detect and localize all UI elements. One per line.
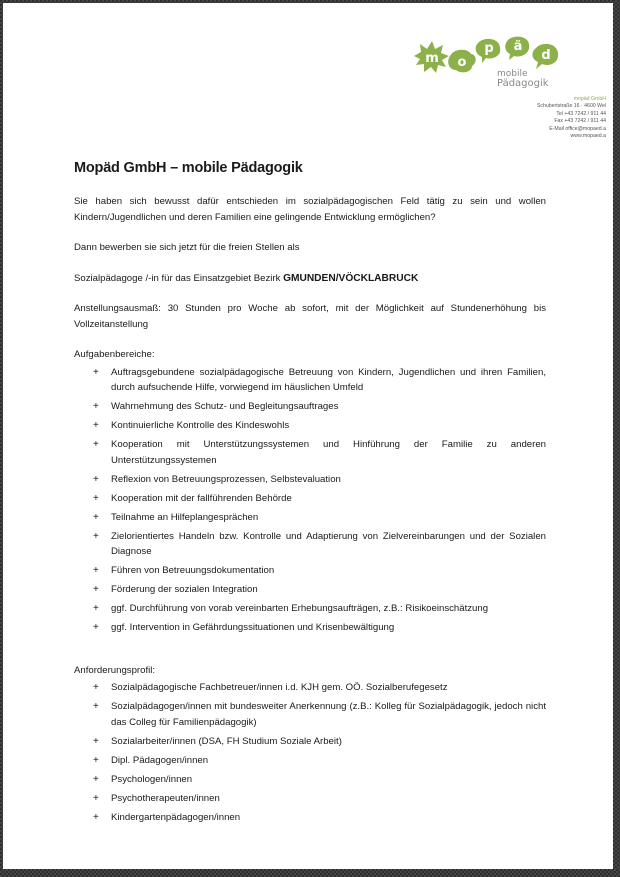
- list-item: [93, 437, 546, 468]
- list-item: [93, 529, 546, 560]
- intro-paragraph: Sie haben sich bewusst dafür entschieden im sozialpädagogischen Feld tätig zu sein und wollen Kindern/Jugendlichen und deren Familien eine gelingende Entwicklung ermöglichen?: [74, 196, 546, 223]
- list-item: [93, 734, 546, 750]
- list-item: [93, 753, 546, 769]
- list-item: [93, 772, 546, 788]
- list-item: [93, 699, 546, 730]
- list-item: [93, 810, 546, 826]
- list-item-text: Kindergartenpädagogen/innen: [111, 811, 241, 823]
- list-item-text: Kooperation mit Unterstützungssystemen und Hinführung der Familie zu anderen Unterstützungssystemen: [111, 439, 546, 466]
- list-item-text: Sozialpädagogische Fachbetreuer/innen i.d. KJH gem. OÖ. Sozialberufegesetz: [111, 682, 448, 693]
- list-item: [93, 491, 546, 507]
- logo-letter-o: o: [457, 55, 467, 70]
- plus-bullet-icon: +: [93, 473, 99, 485]
- plus-bullet-icon: +: [93, 773, 99, 785]
- logo-letter-p: p: [484, 41, 494, 56]
- list-item: [93, 365, 546, 396]
- document-body: [74, 160, 546, 829]
- list-item: [93, 399, 546, 415]
- list-item-text: Teilnahme an Hilfeplangesprächen: [111, 511, 259, 523]
- list-item-text: ggf. Durchführung von vorab vereinbarten Erhebungsaufträgen, z.B.: Risikoeinschätzung: [111, 603, 489, 614]
- list-item-text: Reflexion von Betreuungsprozessen, Selbstevaluation: [111, 473, 341, 485]
- list-item-text: Zielorientiertes Handeln bzw. Kontrolle und Adaptierung von Zielvereinbarungen und der Sozialen Diagnose: [111, 530, 546, 557]
- list-item-text: Psychotherapeuten/innen: [111, 792, 220, 804]
- address-block: [486, 96, 606, 140]
- plus-bullet-icon: +: [93, 530, 99, 542]
- list-item: [93, 680, 546, 696]
- list-item-text: Förderung der sozialen Integration: [111, 584, 258, 595]
- plus-bullet-icon: +: [93, 401, 99, 412]
- employment-paragraph: Anstellungsausmaß: 30 Stunden pro Woche ab sofort, mit der Möglichkeit auf Stundenerhöhung bis Vollzeitanstellung: [74, 303, 546, 330]
- logo-letter-ae: ä: [513, 39, 523, 54]
- address-fax: Fax +43 7242 / 911 44: [554, 118, 606, 125]
- mopaed-logo: [412, 36, 577, 96]
- address-email[interactable]: E-Mail office@mopaed.a: [549, 125, 606, 132]
- list-item-text: Psychologen/innen: [111, 773, 193, 785]
- address-company: mopäd GmbH: [573, 96, 606, 102]
- list-item: [93, 582, 546, 598]
- plus-bullet-icon: +: [93, 754, 99, 766]
- list-item: [93, 791, 546, 807]
- list-item: [93, 472, 546, 488]
- plus-bullet-icon: +: [93, 682, 99, 693]
- frame-bottom: [0, 869, 620, 877]
- list-item-text: Kooperation mit der fallführenden Behörde: [111, 492, 292, 504]
- list-item-text: ggf. Intervention in Gefährdungssituationen und Krisenbewältigung: [111, 622, 395, 633]
- list-item: [93, 563, 546, 579]
- plus-bullet-icon: +: [93, 511, 99, 523]
- logo-graphic: [412, 36, 577, 96]
- list-item-text: Dipl. Pädagogen/innen: [111, 754, 209, 766]
- plus-bullet-icon: +: [93, 603, 99, 614]
- plus-bullet-icon: +: [93, 492, 99, 504]
- tagline-paedagogik: Pädagogik: [497, 78, 549, 89]
- tasks-heading: Aufgabenbereiche:: [74, 349, 155, 360]
- position-line: [74, 271, 546, 287]
- list-item: [93, 510, 546, 526]
- list-item: [93, 620, 546, 636]
- document-title: Mopäd GmbH – mobile Pädagogik: [74, 160, 303, 176]
- logo-letter-m: m: [425, 51, 439, 66]
- tagline-mobile: mobile: [497, 69, 528, 79]
- plus-bullet-icon: +: [93, 439, 99, 450]
- logo-letter-d: d: [541, 48, 551, 63]
- address-street: Schubertstraße 16 · 4600 Wel: [536, 103, 606, 110]
- plus-bullet-icon: +: [93, 811, 99, 823]
- position-prefix: Sozialpädagoge /-in für das Einsatzgebiet Bezirk: [74, 272, 284, 284]
- logo-tagline: [497, 69, 549, 89]
- apply-line: Dann bewerben sie sich jetzt für die freien Stellen als: [74, 242, 300, 253]
- plus-bullet-icon: +: [93, 701, 99, 712]
- list-item: [93, 418, 546, 434]
- plus-bullet-icon: +: [93, 622, 99, 633]
- frame-left: [0, 0, 3, 877]
- list-item-text: Kontinuierliche Kontrolle des Kindeswohls: [111, 420, 290, 431]
- list-item-text: Sozialarbeiter/innen (DSA, FH Studium Soziale Arbeit): [111, 735, 342, 747]
- address-tel: Tel +43 7242 / 911 44: [556, 110, 606, 117]
- tasks-list: [74, 365, 546, 636]
- list-item-text: Auftragsgebundene sozialpädagogische Betreuung von Kindern, Jugendlichen und ihren Familien, durch aufsuchende Hilfe, vorwiegend im häuslichen Umfeld: [111, 366, 546, 393]
- frame-right: [613, 0, 620, 877]
- position-region: GMUNDEN/VÖCKLABRUCK: [283, 272, 419, 284]
- address-web[interactable]: www.mopaed.a: [570, 133, 606, 140]
- plus-bullet-icon: +: [93, 735, 99, 747]
- frame-top: [0, 0, 620, 3]
- plus-bullet-icon: +: [93, 420, 99, 431]
- list-item-text: Führen von Betreuungsdokumentation: [111, 565, 275, 576]
- plus-bullet-icon: +: [93, 584, 99, 595]
- list-item-text: Wahrnehmung des Schutz- und Begleitungsauftrages: [111, 401, 339, 412]
- list-item: [93, 601, 546, 617]
- list-item-text: Sozialpädagogen/innen mit bundesweiter Anerkennung (z.B.: Kolleg für Sozialpädagogik, jedoch nicht das Colleg für Familienpädagogik): [111, 701, 546, 728]
- profile-heading: Anforderungsprofil:: [74, 664, 156, 676]
- plus-bullet-icon: +: [93, 792, 99, 804]
- profile-list: [74, 680, 546, 825]
- plus-bullet-icon: +: [93, 565, 99, 576]
- plus-bullet-icon: +: [93, 366, 99, 378]
